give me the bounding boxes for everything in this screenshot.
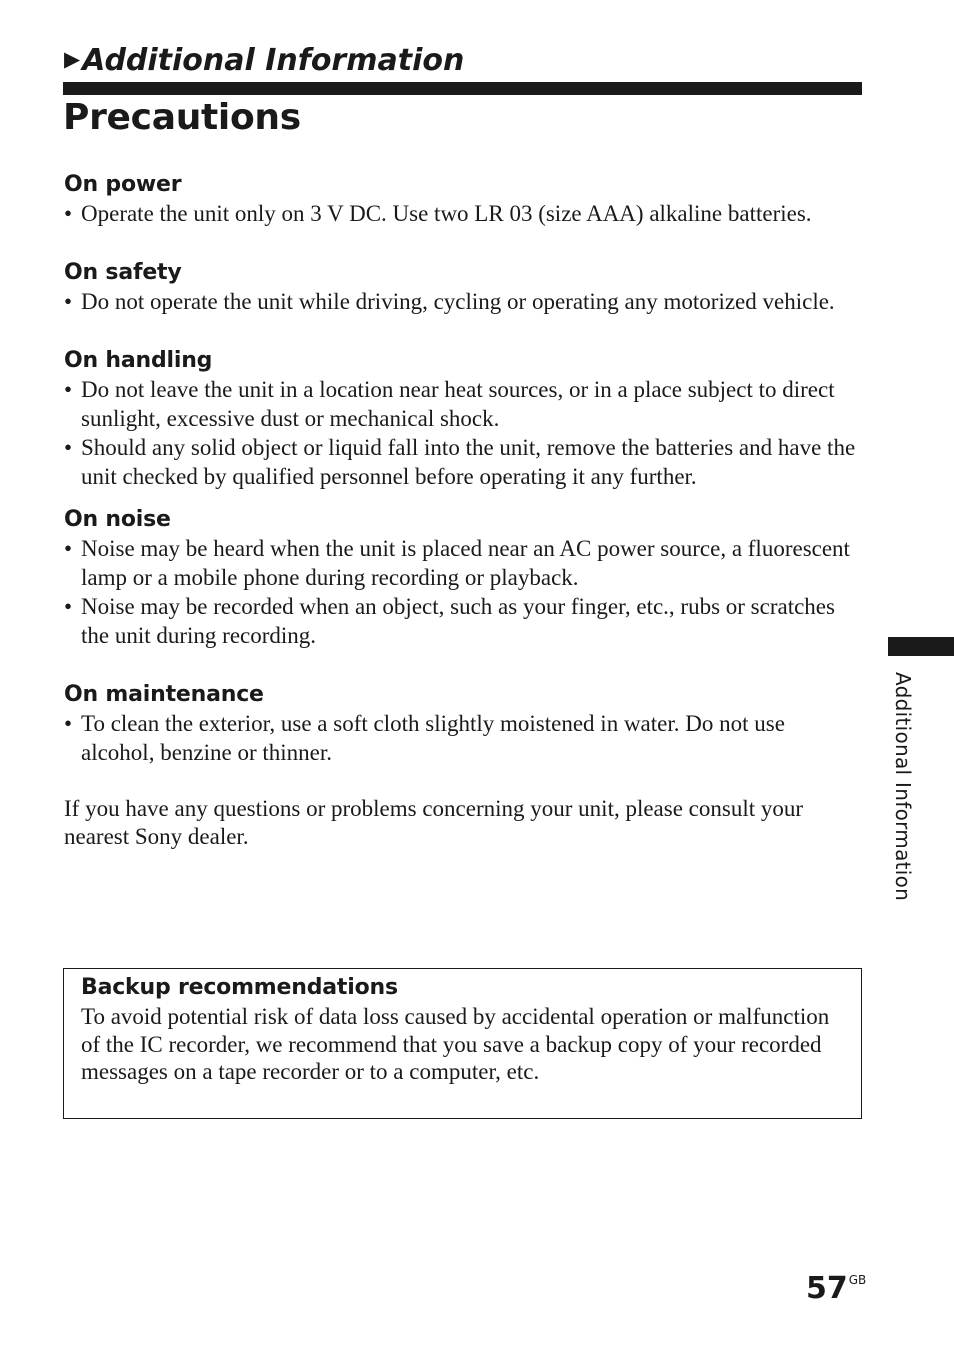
bullet-item <box>64 592 860 650</box>
bullet-list <box>64 709 860 767</box>
section-heading: On power <box>64 172 182 197</box>
section-heading: On safety <box>64 260 182 285</box>
bullet-icon: • <box>64 594 73 619</box>
page-region-code: GB <box>848 1273 867 1287</box>
bullet-item <box>64 709 860 767</box>
section-heading: On handling <box>64 348 213 373</box>
section-on-power <box>64 170 860 228</box>
bullet-icon: • <box>64 435 73 460</box>
page-title: Precautions <box>63 97 301 138</box>
section-on-handling <box>64 346 860 491</box>
bullet-text: Do not leave the unit in a location near heat sources, or in a place subject to direct sunlight, excessive dust or mechanical shock. <box>81 377 835 431</box>
bullet-text: Operate the unit only on 3 V DC. Use two LR 03 (size AAA) alkaline batteries. <box>81 201 812 226</box>
bullet-text: To clean the exterior, use a soft cloth slightly moistened in water. Do not use alcohol, benzine or thinner. <box>81 711 785 765</box>
backup-heading: Backup recommendations <box>81 975 398 1000</box>
heading-rule <box>63 82 862 95</box>
bullet-list <box>64 287 860 316</box>
chapter-heading <box>64 40 464 80</box>
section-heading: On noise <box>64 507 171 532</box>
section-on-safety <box>64 258 860 316</box>
bullet-icon: • <box>64 201 73 226</box>
section-on-maintenance <box>64 680 860 767</box>
section-heading: On maintenance <box>64 682 264 707</box>
bullet-item <box>64 375 860 433</box>
main-content <box>64 170 860 874</box>
bullet-icon: • <box>64 289 73 314</box>
triangle-right-icon: ▶ <box>64 47 81 71</box>
bullet-icon: • <box>64 536 73 561</box>
bullet-icon: • <box>64 711 73 736</box>
chapter-title: Additional Information <box>82 43 465 78</box>
side-tab-marker <box>888 637 954 656</box>
bullet-list <box>64 199 860 228</box>
bullet-text: Noise may be recorded when an object, such as your finger, etc., rubs or scratches the unit during recording. <box>81 594 835 648</box>
bullet-item <box>64 199 860 228</box>
side-tab-label: Additional Information <box>891 672 915 902</box>
page-number-value: 57 <box>806 1271 848 1306</box>
page-number <box>806 1262 866 1307</box>
bullet-item <box>64 287 860 316</box>
section-on-noise <box>64 505 860 650</box>
bullet-item <box>64 534 860 592</box>
backup-recommendations-box <box>63 968 862 1119</box>
bullet-text: Do not operate the unit while driving, cycling or operating any motorized vehicle. <box>81 289 835 314</box>
bullet-icon: • <box>64 377 73 402</box>
bullet-item <box>64 433 860 491</box>
bullet-list <box>64 534 860 650</box>
bullet-list <box>64 375 860 491</box>
bullet-text: Noise may be heard when the unit is placed near an AC power source, a fluorescent lamp or a mobile phone during recording or playback. <box>81 536 850 590</box>
bullet-text: Should any solid object or liquid fall into the unit, remove the batteries and have the unit checked by qualified personnel before operating it any further. <box>81 435 856 489</box>
backup-body: To avoid potential risk of data loss caused by accidental operation or malfunction of the IC recorder, we recommend that you save a backup copy of your recorded messages on a tape recorder or to a computer, etc. <box>81 1004 830 1084</box>
closing-paragraph: If you have any questions or problems concerning your unit, please consult your nearest Sony dealer. <box>64 796 804 849</box>
